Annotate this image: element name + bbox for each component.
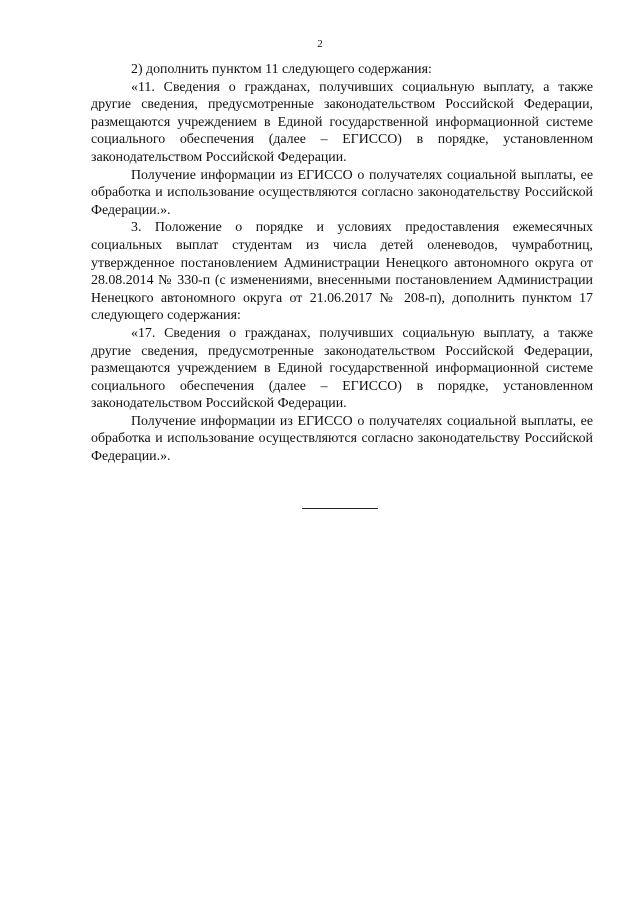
paragraph-egisso-info-1: Получение информации из ЕГИССО о получателях социальной выплаты, ее обработка и использование осуществляются согласно законодательству Российской Федерации.». <box>91 167 593 218</box>
page-number: 2 <box>317 38 323 50</box>
paragraph-item-2-intro: 2) дополнить пунктом 11 следующего содержания: <box>131 62 432 77</box>
paragraph-point-11: «11. Сведения о гражданах, получивших социальную выплату, а также другие сведения, предусмотренные законодательством Российской Федерации, размещаются учреждением в Единой государственной информационной системе социального обеспечения (далее – ЕГИССО) в порядке, установленном законодательством Российской Федерации. <box>91 79 593 165</box>
paragraph-egisso-info-2: Получение информации из ЕГИССО о получателях социальной выплаты, ее обработка и использование осуществляются согласно законодательству Российской Федерации.». <box>91 413 593 465</box>
paragraph-item-3: 3. Положение о порядке и условиях предоставления ежемесячных социальных выплат студентам из числа детей оленеводов, чумработниц, утвержденное постановлением Администрации Ненецкого автономного округа от 28.08.2014 № 330-п (с изменениями, внесенными постановлением Администрации Ненецкого автономного округа от 21.06.2017 № 208-п), дополнить пунктом 17 следующего содержания: <box>91 220 593 324</box>
paragraph-point-17: «17. Сведения о гражданах, получивших социальную выплату, а также другие сведения, предусмотренные законодательством Российской Федерации, размещаются учреждением в Единой государственной информационной системе социального обеспечения (далее – ЕГИССО) в порядке, установленном законодательством Российской Федерации. <box>91 325 593 412</box>
document-body <box>91 61 593 466</box>
end-divider-line <box>302 508 378 509</box>
